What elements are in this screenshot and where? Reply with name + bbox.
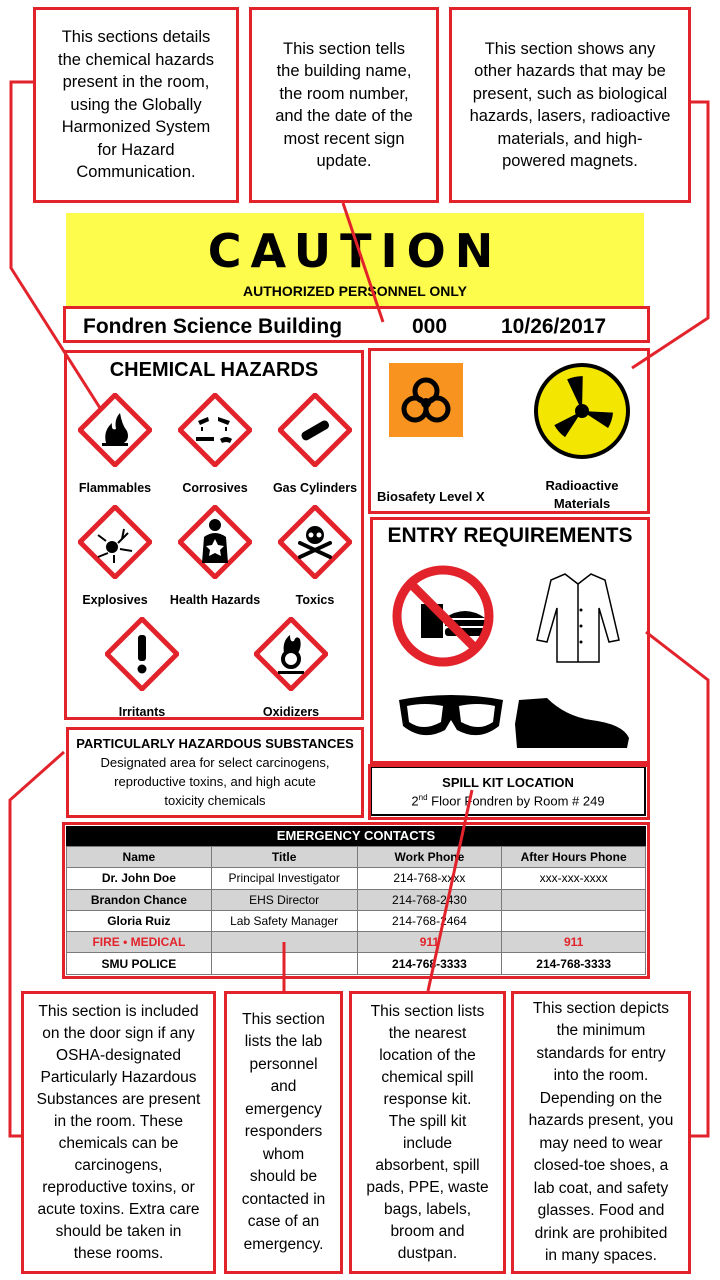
callout-line: carcinogens, <box>74 1156 163 1174</box>
contact-after-hours-phone: 214-768-3333 <box>502 953 646 974</box>
callout-chemical-hazards <box>33 7 239 203</box>
callout-line: Particularly Hazardous <box>40 1068 197 1086</box>
callout-line: bags, labels, <box>383 1200 472 1218</box>
no-food-drink-icon <box>389 562 497 670</box>
contact-work-phone: 214-768-xxxx <box>357 868 502 889</box>
radioactive-label <box>521 477 643 513</box>
callout-line: contacted in <box>241 1190 326 1208</box>
lab-coat-icon <box>533 570 623 666</box>
contact-title: EHS Director <box>211 889 357 910</box>
callout-line: This section depicts <box>532 999 670 1017</box>
contact-work-phone: 214-768-2464 <box>357 910 502 931</box>
callout-line: lists the lab <box>244 1033 323 1051</box>
callout-line: closed-toe shoes, a <box>533 1157 669 1174</box>
callout-line: most recent sign <box>283 129 405 148</box>
callout-line: materials, and high- <box>497 129 643 148</box>
callout-line: should be taken in <box>55 1222 182 1240</box>
entry-requirements-section <box>370 517 650 764</box>
column-header: After Hours Phone <box>502 847 646 868</box>
column-header: Name <box>67 847 212 868</box>
label-corrosives: Corrosives <box>182 481 248 495</box>
callout-line: the nearest <box>388 1024 467 1042</box>
phs-line-3: toxicity chemicals <box>164 793 266 808</box>
spill-floor-number: 2 <box>411 793 419 809</box>
label-irritants: Irritants <box>118 705 166 719</box>
contact-name: Gloria Ruiz <box>67 910 212 931</box>
callout-phs <box>21 991 216 1274</box>
radioactive-label-line-1: Radioactive <box>545 478 619 493</box>
callout-line: using the Globally <box>70 95 202 114</box>
gas-cylinder-pictogram-icon <box>278 393 352 467</box>
contact-after-hours-phone <box>502 889 646 910</box>
callout-line: other hazards that may be <box>474 62 666 80</box>
contact-name: Brandon Chance <box>67 889 212 910</box>
callout-line: This section tells <box>283 39 405 58</box>
label-explosives: Explosives <box>82 593 148 607</box>
callout-line: Communication. <box>76 163 196 182</box>
callout-line: dustpan. <box>397 1244 458 1262</box>
callout-line: and the date of the <box>275 107 413 125</box>
callout-line: chemicals can be <box>58 1134 179 1152</box>
column-header: Work Phone <box>357 847 502 868</box>
callout-line: emergency <box>245 1100 322 1118</box>
room-number: 000 <box>412 315 448 338</box>
callout-line: should be <box>249 1168 318 1186</box>
label-gas-cylinders: Gas Cylinders <box>272 481 358 495</box>
callout-line: pads, PPE, waste <box>366 1178 489 1196</box>
callout-spill-kit <box>349 991 506 1274</box>
callout-line: may need to wear <box>539 1134 663 1152</box>
contact-title <box>211 953 357 974</box>
building-name: Fondren Science Building <box>83 315 343 338</box>
spill-floor-suffix: nd <box>418 793 428 802</box>
radiation-icon <box>532 361 632 461</box>
phs-section <box>66 727 364 818</box>
table-row <box>67 932 646 953</box>
contact-name: Dr. John Doe <box>67 868 212 889</box>
callout-line: in many spaces. <box>544 1247 657 1264</box>
callout-line: into the room. <box>553 1067 649 1084</box>
callout-line: chemical spill <box>381 1068 474 1086</box>
health-hazard-pictogram-icon <box>178 505 252 579</box>
sign-date: 10/26/2017 <box>501 315 607 338</box>
table-row <box>67 868 646 889</box>
callout-line: and <box>270 1078 297 1096</box>
contact-work-phone: 911 <box>357 932 502 953</box>
callout-line: standards for entry <box>536 1044 666 1062</box>
biohazard-icon <box>389 363 463 437</box>
other-hazards-section <box>368 348 650 514</box>
safety-glasses-icon <box>395 690 507 750</box>
building-info-row <box>63 306 650 343</box>
callout-line: location of the <box>379 1046 476 1064</box>
callout-line: the building name, <box>276 62 412 80</box>
callout-line: Substances are present <box>36 1090 201 1108</box>
callout-line: drink are prohibited <box>534 1224 668 1242</box>
callout-line: personnel <box>249 1055 318 1073</box>
contact-name: SMU POLICE <box>67 953 212 974</box>
callout-line: This section lists <box>370 1002 485 1020</box>
callout-line: include <box>402 1134 453 1152</box>
spill-kit-outline <box>368 764 650 820</box>
entry-requirements-title: ENTRY REQUIREMENTS <box>387 524 633 547</box>
callout-line: lab coat, and safety <box>533 1179 669 1197</box>
callout-line: in the room. These <box>54 1112 183 1130</box>
callout-line: the chemical hazards <box>58 50 214 69</box>
callout-line: glasses. Food and <box>537 1202 665 1219</box>
oxidizer-pictogram-icon <box>254 617 328 691</box>
label-flammables: Flammables <box>78 481 152 495</box>
table-row <box>67 953 646 974</box>
callout-line: reproductive toxins, or <box>42 1178 195 1196</box>
callout-line: response kit. <box>383 1090 472 1108</box>
callout-line: absorbent, spill <box>375 1156 480 1174</box>
callout-line: Depending on the <box>539 1089 663 1107</box>
chemical-hazards-title: CHEMICAL HAZARDS <box>109 359 319 381</box>
callout-line: present, such as biological <box>472 84 668 103</box>
column-header: Title <box>211 847 357 868</box>
callout-line: whom <box>262 1145 305 1163</box>
callout-line: the minimum <box>556 1022 646 1039</box>
contact-after-hours-phone: 911 <box>502 932 646 953</box>
callout-building-info <box>249 7 439 203</box>
contact-name: FIRE • MEDICAL <box>67 932 212 953</box>
spill-kit-title: SPILL KIT LOCATION <box>442 775 574 790</box>
callout-line: the room number, <box>279 84 409 103</box>
phs-line-1: Designated area for select carcinogens, <box>100 755 330 770</box>
label-health-hazards: Health Hazards <box>169 593 261 607</box>
callout-line: This section is included <box>38 1002 199 1020</box>
closed-toe-shoe-icon <box>511 694 633 750</box>
callout-line: present in the room, <box>62 73 210 92</box>
contact-title: Principal Investigator <box>211 868 357 889</box>
callout-line: acute toxins. Extra care <box>37 1200 200 1218</box>
contact-title <box>211 932 357 953</box>
biosafety-label: Biosafety Level X <box>377 489 485 504</box>
callout-line: hazards, lasers, radioactive <box>469 107 671 125</box>
callout-line: emergency. <box>243 1235 324 1253</box>
callout-line: This sections details <box>61 28 211 47</box>
contact-title: Lab Safety Manager <box>211 910 357 931</box>
callout-line: update. <box>316 152 372 170</box>
contact-after-hours-phone <box>502 910 646 931</box>
callout-line: these rooms. <box>73 1244 164 1262</box>
phs-title: PARTICULARLY HAZARDOUS SUBSTANCES <box>76 736 354 751</box>
table-row <box>67 889 646 910</box>
table-header-row <box>67 847 646 868</box>
callout-line: hazards present, you <box>528 1112 674 1129</box>
callout-line: for Hazard <box>97 140 175 159</box>
emergency-contacts-title: EMERGENCY CONTACTS <box>66 826 646 846</box>
callout-line: powered magnets. <box>502 152 638 170</box>
callout-other-hazards <box>449 7 691 203</box>
radioactive-label-line-2: Materials <box>553 496 611 511</box>
callout-entry <box>511 991 691 1274</box>
explosive-pictogram-icon <box>78 505 152 579</box>
flammable-pictogram-icon <box>78 393 152 467</box>
authorized-personnel-text: AUTHORIZED PERSONNEL ONLY <box>242 283 468 299</box>
contact-work-phone: 214-768-2430 <box>357 889 502 910</box>
chemical-hazards-section <box>64 350 364 720</box>
phs-line-2: reproductive toxins, and high acute <box>114 774 316 789</box>
label-oxidizers: Oxidizers <box>262 705 320 719</box>
callout-personnel <box>224 991 343 1274</box>
label-toxics: Toxics <box>295 593 335 607</box>
corrosive-pictogram-icon <box>178 393 252 467</box>
callout-line: This section shows any <box>484 39 656 58</box>
caution-heading: CAUTION <box>207 224 503 278</box>
callout-line: responders <box>244 1123 323 1141</box>
contact-work-phone: 214-768-3333 <box>357 953 502 974</box>
toxic-skull-pictogram-icon <box>278 505 352 579</box>
callout-line: broom and <box>390 1222 465 1240</box>
callout-line: This section <box>242 1010 325 1028</box>
contact-after-hours-phone: xxx-xxx-xxxx <box>502 868 646 889</box>
spill-location-text: Floor Fondren by Room # 249 <box>427 793 605 809</box>
table-row <box>67 910 646 931</box>
caution-banner <box>66 213 644 306</box>
callout-line: OSHA-designated <box>56 1046 181 1064</box>
emergency-contacts-table <box>66 846 646 975</box>
irritant-exclamation-pictogram-icon <box>105 617 179 691</box>
callout-line: case of an <box>247 1213 320 1231</box>
callout-line: on the door sign if any <box>42 1024 195 1042</box>
callout-line: The spill kit <box>388 1112 467 1130</box>
callout-line: Harmonized System <box>61 118 211 137</box>
